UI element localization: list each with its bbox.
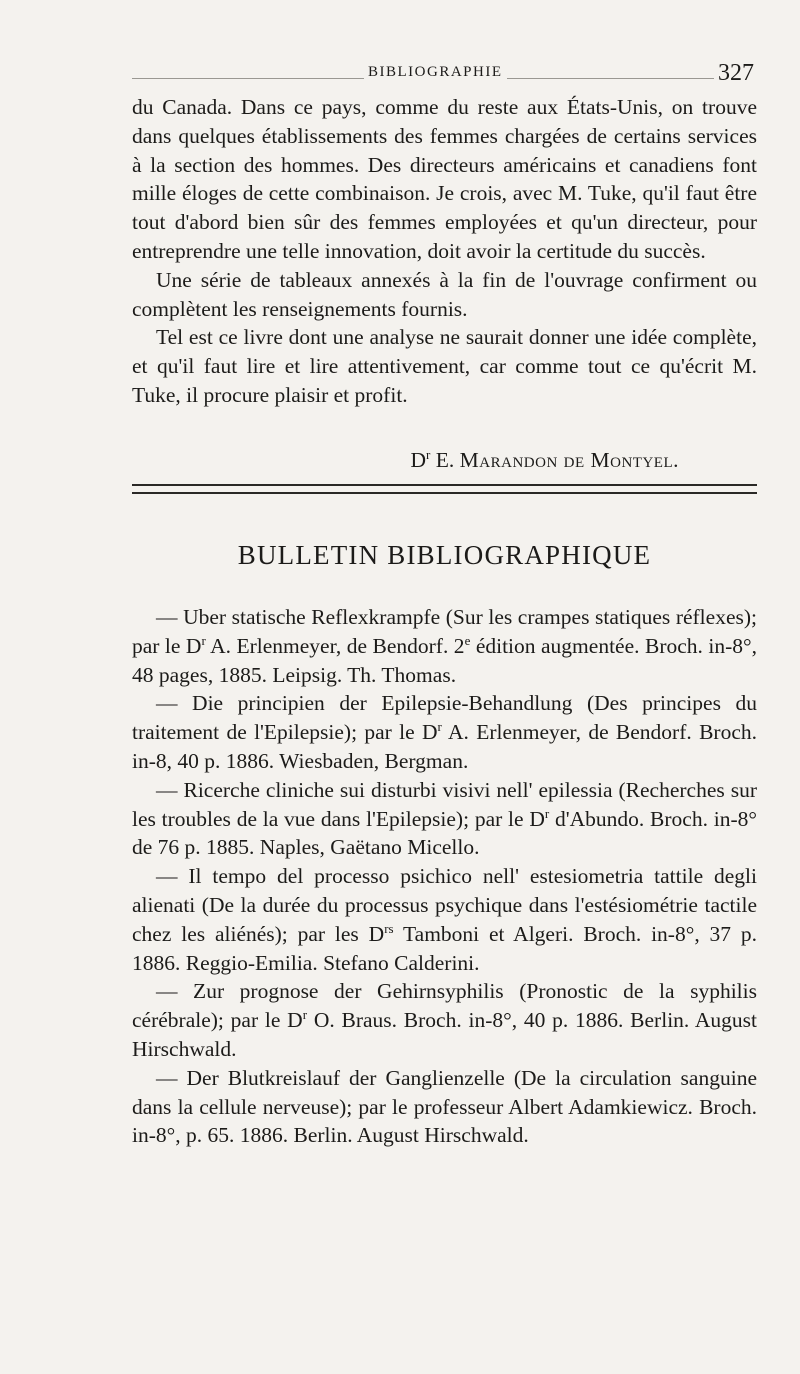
signature-initial: E.	[435, 448, 455, 473]
bulletin-entry: — Zur prognose der Gehirnsyphilis (Pronostic de la syphilis cérébrale); par le $D^r$ O. Braus. Broch. in-8°, 40 p. 1886. Berlin. August Hirschwald.	[132, 979, 757, 1061]
signature-title: D	[410, 448, 427, 473]
review-conclusion	[132, 93, 757, 410]
page-number: 327	[714, 60, 754, 87]
bulletin-title: BULLETIN BIBLIOGRAPHIQUE	[237, 540, 652, 570]
section-divider-rule	[132, 492, 757, 494]
review-paragraph: Une série de tableaux annexés à la fin de l'ouvrage confirment ou complètent les renseignements fournis.	[132, 267, 757, 321]
bulletin-entry: — Uber statische Reflexkrampfe (Sur les crampes statiques réflexes); par le $D^r$ A. Erlenmeyer, de Bendorf. 2e édition augmentée. Broch. in-8°, 48 pages, 1885. Leipsig. Th. Thomas.	[132, 605, 757, 687]
running-head	[132, 62, 762, 92]
review-paragraph: du Canada. Dans ce pays, comme du reste aux États-Unis, on trouve dans quelques établissements des femmes chargées de certains services à la section des hommes. Des directeurs américains et canadiens font mille éloges de cette combinaison. Je crois, avec M. Tuke, qu'il faut être tout d'abord bien sûr des femmes employées et qu'un directeur, pour entreprendre une telle innovation, doit avoir la certitude du succès.	[132, 95, 757, 263]
section-divider-rule	[132, 484, 757, 486]
review-signature	[132, 441, 757, 474]
bulletin-entry: — Il tempo del processo psichico nell' estesiometria tattile degli alienati (De la durée du processus psychique dans l'estésiométrie tactile chez les aliénés); par les $D^{rs}$ Tamboni et Algeri. Broch. in-8°, 37 p. 1886. Reggio-Emilia. Stefano Calderini.	[132, 864, 758, 975]
bulletin-entry: — Die principien der Epilepsie-Behandlung (Des principes du traitement de l'Epilepsie); par le $D^r$ A. Erlenmeyer, de Bendorf. Broch. in-8, 40 p. 1886. Wiesbaden, Bergman.	[132, 691, 757, 773]
signature-name: Marandon de Montyel.	[459, 448, 679, 473]
signature-title-sup: r	[426, 447, 431, 462]
bulletin-entry: — Der Blutkreislauf der Ganglienzelle (De la circulation sanguine dans la cellule nerveuse); par le professeur Albert Adamkiewicz. Broch. in-8°, p. 65. 1886. Berlin. August Hirschwald.	[132, 1065, 757, 1148]
bulletin-entries	[132, 603, 757, 1150]
running-head-title: BIBLIOGRAPHIE	[364, 64, 507, 81]
bulletin-entry: — Ricerche cliniche sui disturbi visivi nell' epilessia (Recherches sur les troubles de la vue dans l'Epilepsie); par le $D^r$ d'Abundo. Broch. in-8° de 76 p. 1885. Naples, Gaëtano Micello.	[132, 777, 757, 860]
review-paragraph: Tel est ce livre dont une analyse ne saurait donner une idée complète, et qu'il faut lire et lire attentivement, car comme tout ce qu'écrit M. Tuke, il procure plaisir et profit.	[132, 325, 757, 407]
